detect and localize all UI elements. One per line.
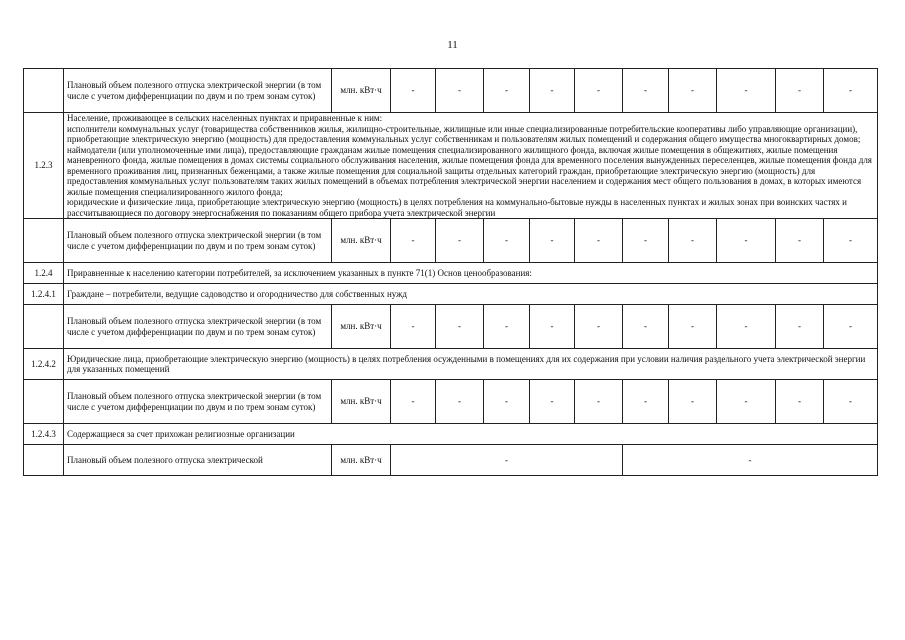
- metric-label: Плановый объем полезного отпуска электрической энергии (в том числе с учетом дифференциации по двум и по трем зонам суток): [64, 219, 332, 263]
- metric-value: -: [484, 305, 530, 349]
- metric-value: -: [575, 380, 623, 424]
- metric-value: -: [575, 219, 623, 263]
- metric-value: -: [717, 69, 776, 113]
- metric-label: Плановый объем полезного отпуска электрической энергии (в том числе с учетом дифференциации по двум и по трем зонам суток): [64, 305, 332, 349]
- metric-value: -: [436, 305, 484, 349]
- metric-label: Плановый объем полезного отпуска электрической энергии (в том числе с учетом дифференциации по двум и по трем зонам суток): [64, 380, 332, 424]
- metric-value: -: [776, 69, 824, 113]
- metric-label: Плановый объем полезного отпуска электрической энергии (в том числе с учетом дифференциации по двум и по трем зонам суток): [64, 69, 332, 113]
- section-number: 1.2.4: [24, 263, 64, 284]
- metric-value: -: [717, 305, 776, 349]
- section-number: 1.2.3: [24, 113, 64, 219]
- row-number-cell: [24, 69, 64, 113]
- metric-value: -: [484, 219, 530, 263]
- metric-value: -: [391, 305, 436, 349]
- metric-value: -: [436, 380, 484, 424]
- section-row: [24, 424, 878, 445]
- metric-value: -: [623, 305, 669, 349]
- metric-value: -: [484, 380, 530, 424]
- metric-unit: млн. кВт·ч: [332, 445, 391, 476]
- metric-unit: млн. кВт·ч: [332, 380, 391, 424]
- metric-value: -: [623, 69, 669, 113]
- metric-row: [24, 380, 878, 424]
- merged-value: -: [623, 445, 878, 476]
- section-line: Юридические лица, приобретающие электрическую энергию (мощность) в целях потребления осужденными в помещениях для их содержания при условии наличия раздельного учета электрической энергии для указанных помещений: [67, 353, 866, 374]
- section-line: Приравненные к населению категории потребителей, за исключением указанных в пункте 71(1) Основ ценообразования:: [67, 267, 532, 278]
- metric-value: -: [669, 219, 717, 263]
- metric-value: -: [669, 305, 717, 349]
- metric-row: [24, 219, 878, 263]
- merged-value: -: [391, 445, 623, 476]
- metric-value: -: [623, 380, 669, 424]
- metric-unit: млн. кВт·ч: [332, 305, 391, 349]
- metric-unit: млн. кВт·ч: [332, 69, 391, 113]
- row-number-cell: [24, 445, 64, 476]
- section-description: [64, 113, 878, 219]
- metric-value: -: [530, 305, 575, 349]
- section-line: юридические и физические лица, приобретающие электрическую энергию (мощность) в целях потребления на коммунально-бытовые нужды в населенных пунктах и жилых зонах при воинских частях и рассчитывающиеся по договору энергоснабжения по показаниям общего прибора учета электрической энергии: [67, 197, 847, 218]
- section-row: [24, 349, 878, 380]
- section-description: [64, 349, 878, 380]
- tariff-table: [23, 68, 878, 476]
- metric-value: -: [391, 380, 436, 424]
- metric-value: -: [530, 380, 575, 424]
- section-number: 1.2.4.2: [24, 349, 64, 380]
- section-line: Население, проживающее в сельских населенных пунктах и приравненные к ним:: [67, 113, 383, 123]
- row-number-cell: [24, 380, 64, 424]
- metric-value: -: [824, 219, 878, 263]
- section-description: [64, 424, 878, 445]
- metric-row: [24, 69, 878, 113]
- metric-value: -: [391, 69, 436, 113]
- metric-row: [24, 305, 878, 349]
- row-number-cell: [24, 219, 64, 263]
- metric-value: -: [391, 219, 436, 263]
- section-line: Содержащиеся за счет прихожан религиозные организации: [67, 428, 295, 439]
- page-number: 11: [447, 39, 458, 51]
- section-number: 1.2.4.1: [24, 284, 64, 305]
- metric-value: -: [824, 380, 878, 424]
- metric-value: -: [436, 69, 484, 113]
- metric-value: -: [436, 219, 484, 263]
- section-row: [24, 263, 878, 284]
- section-description: [64, 284, 878, 305]
- section-row: [24, 113, 878, 219]
- section-line: исполнители коммунальных услуг (товарищества собственников жилья, жилищно-строительные, жилищные или иные специализированные потребительские кооперативы либо управляющие организации), приобретающие электрическую энергию (мощность) для предоставления коммунальных услуг собственникам и пользователям жилых помещений и содержания общего имущества многоквартирных домов; наймодатели (или уполномоченные ими лица), предоставляющие гражданам жилые помещения специализированного жилищного фонда, включая жилые помещения в общежитиях, жилые помещения маневренного фонда, жилые помещения в домах системы социального обслуживания населения, жилые помещения фонда для временного поселения вынужденных переселенцев, жилые помещения фонда для временного проживания лиц, признанных беженцами, а также жилые помещения для социальной защиты отдельных категорий граждан, приобретающие электрическую энергию (мощность) для предоставления коммунальных услуг пользователям таких жилых помещений в объемах потребления электрической энергии населением и содержания мест общего пользования в домах, в которых имеются жилые помещения специализированного жилого фонда;: [67, 123, 872, 197]
- metric-value: -: [669, 380, 717, 424]
- metric-value: -: [484, 69, 530, 113]
- metric-unit: млн. кВт·ч: [332, 219, 391, 263]
- section-description: [64, 263, 878, 284]
- metric-value: -: [824, 69, 878, 113]
- metric-label: Плановый объем полезного отпуска электрической: [64, 445, 332, 476]
- metric-value: -: [623, 219, 669, 263]
- metric-value: -: [575, 305, 623, 349]
- metric-value: -: [530, 69, 575, 113]
- metric-value: -: [669, 69, 717, 113]
- metric-value: -: [776, 380, 824, 424]
- metric-value: -: [776, 305, 824, 349]
- metric-row-merged: [24, 445, 878, 476]
- metric-value: -: [824, 305, 878, 349]
- metric-value: -: [717, 219, 776, 263]
- metric-value: -: [575, 69, 623, 113]
- section-line: Граждане – потребители, ведущие садоводство и огородничество для собственных нужд: [67, 288, 407, 299]
- section-row: [24, 284, 878, 305]
- row-number-cell: [24, 305, 64, 349]
- metric-value: -: [776, 219, 824, 263]
- metric-value: -: [717, 380, 776, 424]
- section-number: 1.2.4.3: [24, 424, 64, 445]
- metric-value: -: [530, 219, 575, 263]
